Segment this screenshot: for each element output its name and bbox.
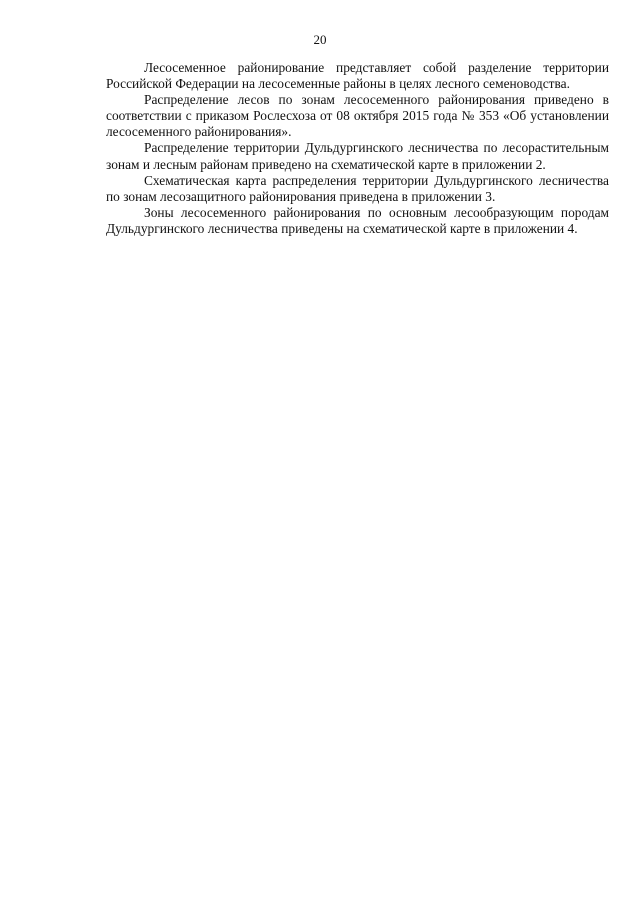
paragraph-forest-protection-zones: Схематическая карта распределения территории Дульдургинского лесничества по зонам лесозащитного районирования приведена в приложении 3. — [106, 172, 609, 204]
paragraph-seed-zones-by-species: Зоны лесосеменного районирования по основным лесообразующим породам Дульдургинского лесничества приведены на схематической карте в приложении 4. — [106, 204, 609, 236]
page-number: 20 — [313, 32, 327, 47]
body-text — [106, 60, 609, 237]
paragraph-zoning-order: Распределение лесов по зонам лесосеменного районирования приведено в соответствии с приказом Рослесхоза от 08 октября 2015 года № 353 «Об установлении лесосеменного районирования». — [106, 92, 609, 140]
paragraph-seed-zoning-definition: Лесосеменное районирование представляет собой разделение территории Российской Федерации на лесосеменные районы в целях лесного семеноводства. — [106, 60, 609, 92]
paragraph-vegetation-zones: Распределение территории Дульдургинского лесничества по лесорастительным зонам и лесным районам приведено на схематической карте в приложении 2. — [106, 140, 609, 172]
